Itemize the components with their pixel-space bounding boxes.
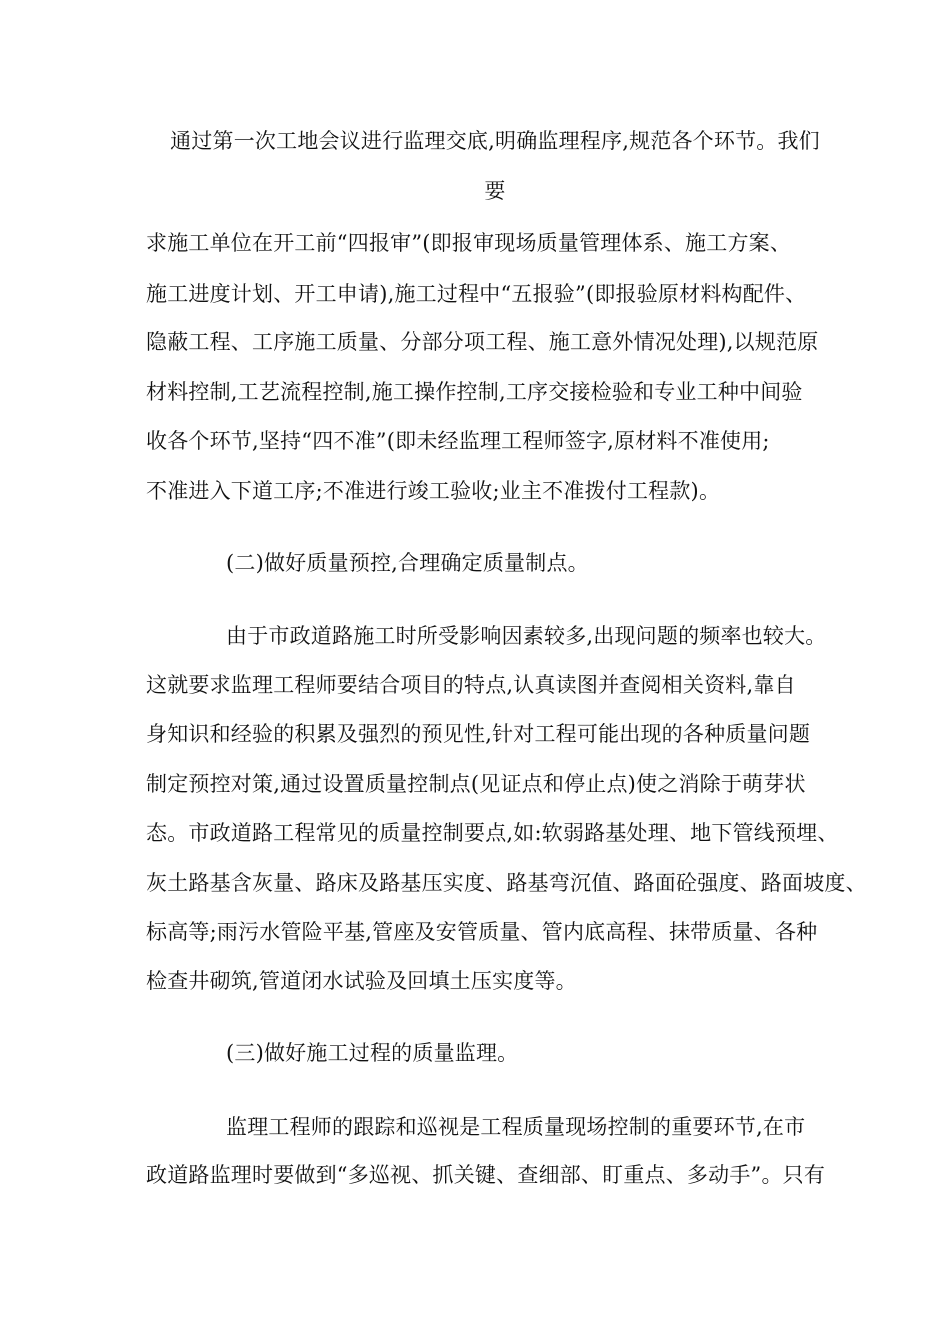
paragraph-line: 检查井砌筑,管道闭水试验及回填土压实度等。 xyxy=(146,969,577,993)
paragraph-line: 收各个环节,坚持“四不准”(即未经监理工程师签字,原材料不准使用; xyxy=(146,429,770,453)
paragraph-line: 监理工程师的跟踪和巡视是工程质量现场控制的重要环节,在市 xyxy=(226,1115,806,1139)
section-heading: (三)做好施工过程的质量监理。 xyxy=(226,1041,519,1065)
paragraph-line: 隐蔽工程、工序施工质量、分部分项工程、施工意外情况处理),以规范原 xyxy=(146,330,819,354)
paragraph-line: 施工进度计划、开工申请),施工过程中“五报验”(即报验原材料构配件、 xyxy=(146,282,807,306)
paragraph-line: 这就要求监理工程师要结合项目的特点,认真读图并查阅相关资料,靠自 xyxy=(146,673,796,697)
section-heading: (二)做好质量预控,合理确定质量制点。 xyxy=(226,551,589,575)
paragraph-line: 态。市政道路工程常见的质量控制要点,如:软弱路基处理、地下管线预埋、 xyxy=(146,821,839,845)
paragraph-line: 灰土路基含灰量、路床及路基压实度、路基弯沉值、路面砼强度、路面坡度、 xyxy=(146,871,867,895)
paragraph-line: 标高等;雨污水管险平基,管座及安管质量、管内底高程、抹带质量、各种 xyxy=(146,920,818,944)
paragraph-line: 政道路监理时要做到“多巡视、抓关键、查细部、盯重点、多动手”。只有 xyxy=(146,1163,826,1187)
paragraph-line: 求施工单位在开工前“四报审”(即报审现场质量管理体系、施工方案、 xyxy=(146,231,792,255)
paragraph-line: 制定预控对策,通过设置质量控制点(见证点和停止点)使之消除于萌芽状 xyxy=(146,772,806,796)
paragraph-line: 要 xyxy=(484,179,506,203)
paragraph-line: 通过第一次工地会议进行监理交底,明确监理程序,规范各个环节。我们 xyxy=(170,129,820,153)
paragraph-line: 不准进入下道工序;不准进行竣工验收;业主不准拨付工程款)。 xyxy=(146,479,721,503)
paragraph-line: 身知识和经验的积累及强烈的预见性,针对工程可能出现的各种质量问题 xyxy=(146,722,811,746)
paragraph-line: 材料控制,工艺流程控制,施工操作控制,工序交接检验和专业工种中间验 xyxy=(146,380,803,404)
paragraph-line: 由于市政道路施工时所受影响因素较多,出现问题的频率也较大。 xyxy=(226,624,827,648)
